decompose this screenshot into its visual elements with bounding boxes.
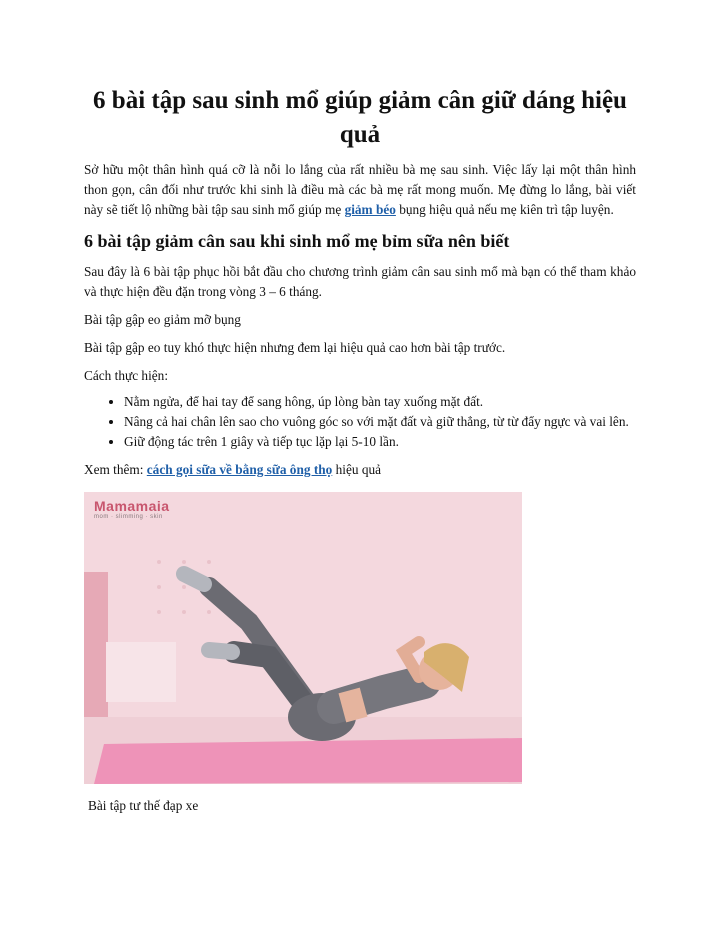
list-item: • Nâng cả hai chân lên sao cho vuông góc so với mặt đất và giữ thẳng, từ từ đẩy ngực và vai lên. (124, 412, 636, 432)
list-item: • Giữ động tác trên 1 giây và tiếp tục lặp lại 5-10 lần. (124, 432, 636, 452)
yoga-mat (94, 738, 522, 784)
exercise-photo-illustration (84, 492, 522, 784)
brand-logo-tagline: mom · slimming · skin (94, 514, 163, 520)
see-more-after: hiệu quả (332, 462, 382, 477)
exercise-description: Bài tập gập eo tuy khó thực hiện nhưng đem lại hiệu quả cao hơn bài tập trước. (84, 340, 506, 355)
brand-logo (94, 498, 170, 520)
exercise-name: Bài tập gập eo giảm mỡ bụng (84, 312, 241, 327)
intro-link[interactable]: giảm béo (344, 202, 396, 217)
see-more-link[interactable]: cách gọi sữa về bằng sữa ông thọ (146, 462, 333, 477)
steps-label: Cách thực hiện: (84, 368, 169, 383)
page-title: 6 bài tập sau sinh mổ giúp giảm cân giữ dáng hiệu quả (93, 87, 627, 148)
photo-caption: Bài tập tư thế đạp xe (88, 798, 199, 813)
see-more-line (84, 460, 636, 480)
intro-text-before: Sở hữu một thân hình quá cỡ là nỗi lo lắng của rất nhiều bà mẹ sau sinh. Việc lấy lại một thân hình thon gọn, cân đối như trước khi sinh là điều mà các bà mẹ rất mong muốn. Mẹ đừng lo lắng, bài viết này sẽ tiết lộ những bài tập sau sinh mổ giúp mẹ (84, 162, 636, 217)
intro-text-after: bụng hiệu quả nếu mẹ kiên trì tập luyện. (395, 202, 614, 217)
see-more-label: Xem thêm: (84, 462, 147, 477)
list-item: • Nằm ngửa, để hai tay để sang hông, úp lòng bàn tay xuống mặt đất. (124, 392, 636, 412)
article (84, 84, 636, 816)
steps-list (84, 392, 636, 452)
section-heading: 6 bài tập giảm cân sau khi sinh mổ mẹ bỉm sữa nên biết (84, 231, 510, 251)
brand-logo-text: Mamamaia (94, 498, 170, 514)
step-box (106, 642, 176, 702)
section-intro: Sau đây là 6 bài tập phục hồi bắt đầu cho chương trình giảm cân sau sinh mổ mà bạn có thể tham khảo và thực hiện đều đặn trong vòng 3 – 6 tháng. (84, 264, 636, 299)
intro-paragraph (84, 160, 636, 220)
exercise-photo (84, 492, 522, 784)
towel-shape (84, 572, 108, 722)
